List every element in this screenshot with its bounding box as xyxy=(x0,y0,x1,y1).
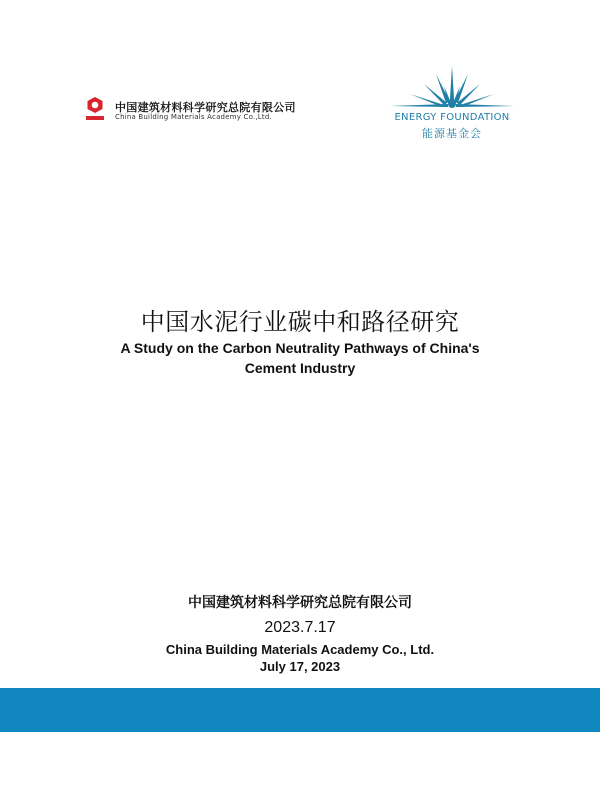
publish-date-numeric: 2023.7.17 xyxy=(264,619,336,636)
publisher-name-cn: 中国建筑材料科学研究总院有限公司 xyxy=(188,595,412,611)
energy-foundation-name-cn: 能源基金会 xyxy=(422,127,482,140)
energy-foundation-logo xyxy=(388,62,516,142)
cbma-name-en: China Building Materials Academy Co.,Ltd. xyxy=(115,113,272,121)
cbma-logo-icon xyxy=(85,96,105,124)
report-title-cn: 中国水泥行业碳中和路径研究 xyxy=(140,308,460,336)
cbma-name-cn: 中国建筑材料科学研究总院有限公司 xyxy=(115,101,296,114)
energy-foundation-starburst-icon xyxy=(388,62,516,112)
cbma-logo xyxy=(85,96,310,126)
report-title-en: A Study on the Carbon Neutrality Pathways of China's Cement Industry xyxy=(120,340,480,376)
publish-date-en: July 17, 2023 xyxy=(259,659,341,674)
publisher-name-en: China Building Materials Academy Co., Ltd. xyxy=(165,642,435,657)
energy-foundation-name-en: ENERGY FOUNDATION xyxy=(394,112,510,123)
footer-color-band xyxy=(0,688,600,732)
